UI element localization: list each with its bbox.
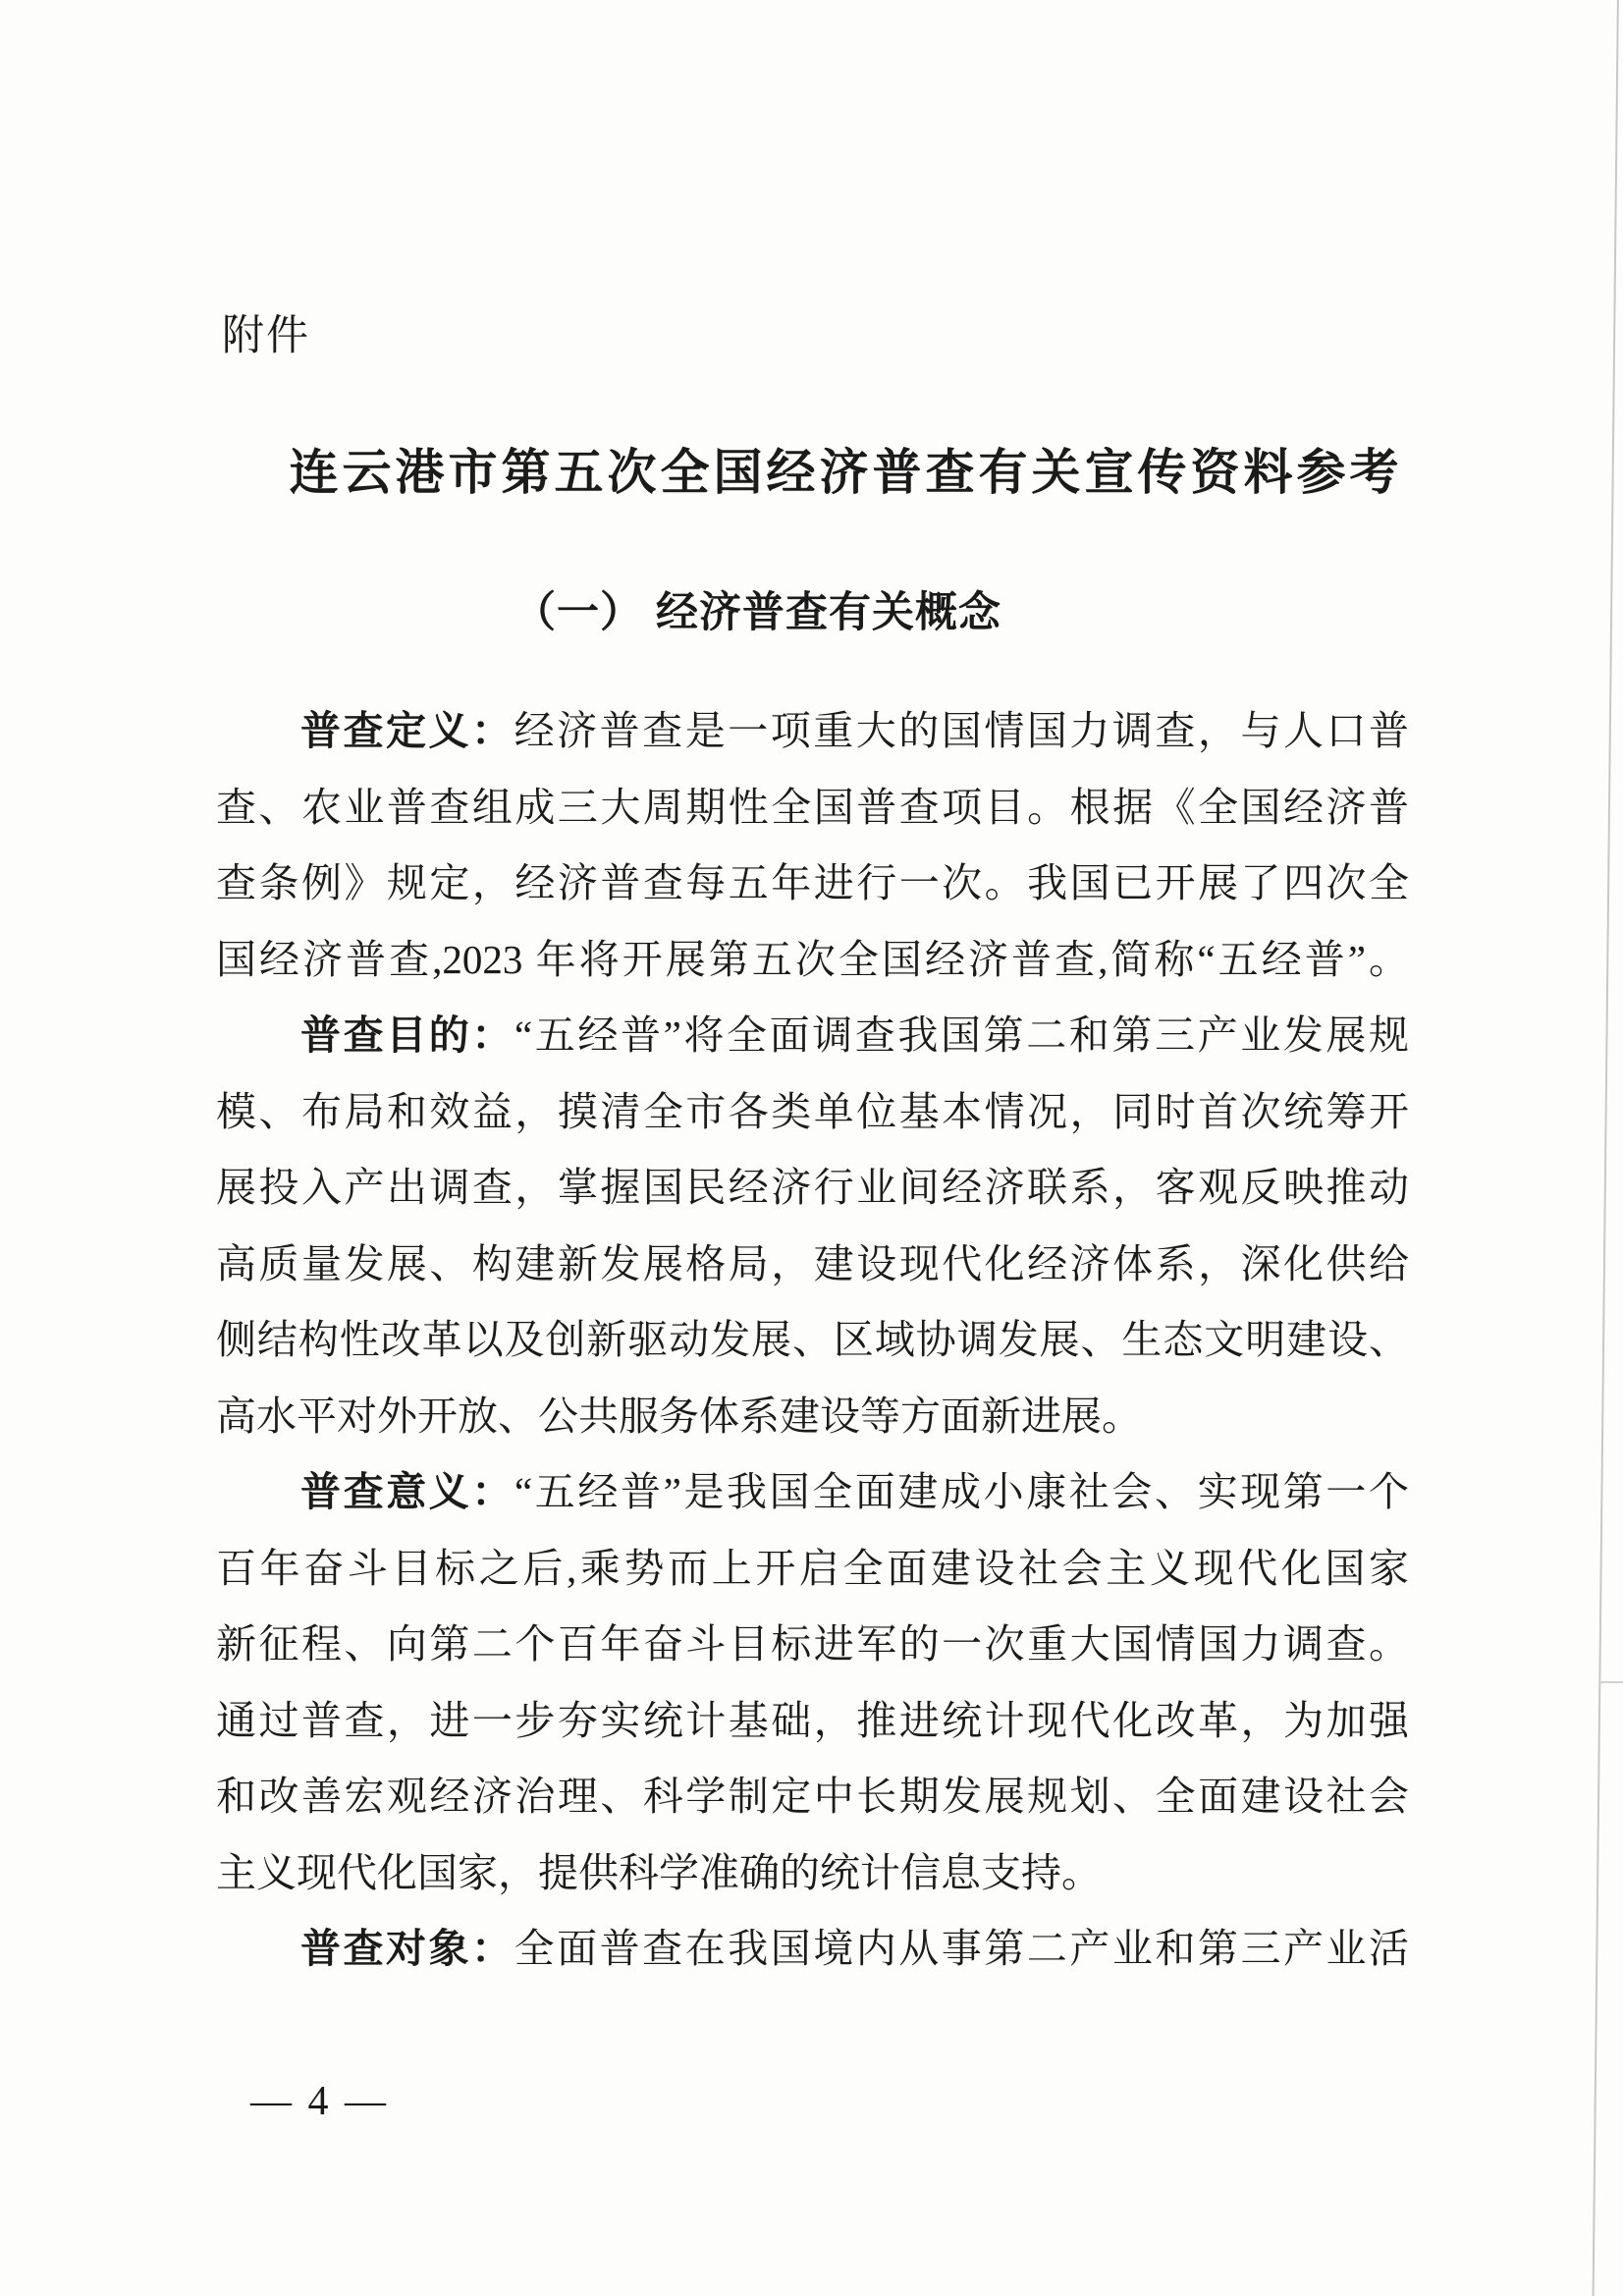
body-line [216, 1302, 1409, 1379]
page-title: 连云港市第五次全国经济普查有关宣传资料参考 [289, 445, 1403, 500]
body-line [216, 846, 1409, 922]
line-text: “五经普”将全面调查我国第二和第三产业发展规 [514, 1012, 1409, 1058]
line-text: 查条例》规定，经济普查每五年进行一次。我国已开展了四次全 [216, 860, 1409, 905]
line-text: 展投入产出调查，掌握国民经济行业间经济联系，客观反映推动 [216, 1165, 1409, 1210]
paragraph-label: 普查意义： [300, 1469, 514, 1514]
paragraph-label: 普查目的： [300, 1012, 514, 1058]
body-line [216, 1531, 1409, 1608]
line-text: 经济普查是一项重大的国情国力调查，与人口普 [514, 708, 1410, 753]
body-line [216, 922, 1409, 999]
line-text: 主义现代化国家，提供科学准确的统计信息支持。 [216, 1849, 1102, 1895]
attachment-label: 附件 [222, 312, 310, 359]
scan-tick-artifact [1598, 1681, 1623, 1683]
body-line [216, 1454, 1409, 1531]
line-text: 国经济普查,2023 年将开展第五次全国经济普查,简称“五经普”。 [216, 936, 1409, 982]
body-line [216, 1835, 1409, 1912]
paragraph-label: 普查对象： [300, 1926, 514, 1971]
paragraph-label: 普查定义： [300, 708, 514, 753]
page-number: — 4 — [250, 2079, 389, 2124]
body-line [216, 1607, 1409, 1683]
scan-edge-artifact [1592, 0, 1619, 2296]
line-text: 模、布局和效益，摸清全市各类单位基本情况，同时首次统筹开 [216, 1088, 1409, 1134]
line-text: 侧结构性改革以及创新驱动发展、区域协调发展、生态文明建设、 [216, 1317, 1409, 1362]
body-line [216, 1379, 1409, 1455]
line-text: 通过普查，进一步夯实统计基础，推进统计现代化改革，为加强 [216, 1697, 1409, 1743]
body-line [216, 1759, 1409, 1835]
line-text: 和改善宏观经济治理、科学制定中长期发展规划、全面建设社会 [216, 1774, 1409, 1819]
body-line [216, 998, 1409, 1074]
body-line [216, 1227, 1409, 1303]
body-line [216, 693, 1409, 770]
line-text: 查、农业普查组成三大周期性全国普查项目。根据《全国经济普 [216, 784, 1409, 830]
line-text: 高质量发展、构建新发展格局，建设现代化经济体系，深化供给 [216, 1240, 1409, 1286]
line-text: 高水平对外开放、公共服务体系建设等方面新进展。 [216, 1393, 1142, 1439]
body-line [216, 1150, 1409, 1227]
body-line [216, 1074, 1409, 1151]
body-line [216, 1683, 1409, 1760]
document-body [216, 693, 1409, 1988]
body-line [216, 1911, 1409, 1988]
line-text: 全面普查在我国境内从事第二产业和第三产业活 [514, 1926, 1410, 1971]
body-line [216, 770, 1409, 847]
section-heading: （一） 经济普查有关概念 [514, 589, 1001, 636]
line-text: 新征程、向第二个百年奋斗目标进军的一次重大国情国力调查。 [216, 1621, 1409, 1667]
line-text: 百年奋斗目标之后,乘势而上开启全面建设社会主义现代化国家 [216, 1545, 1409, 1591]
line-text: “五经普”是我国全面建成小康社会、实现第一个 [514, 1469, 1409, 1514]
